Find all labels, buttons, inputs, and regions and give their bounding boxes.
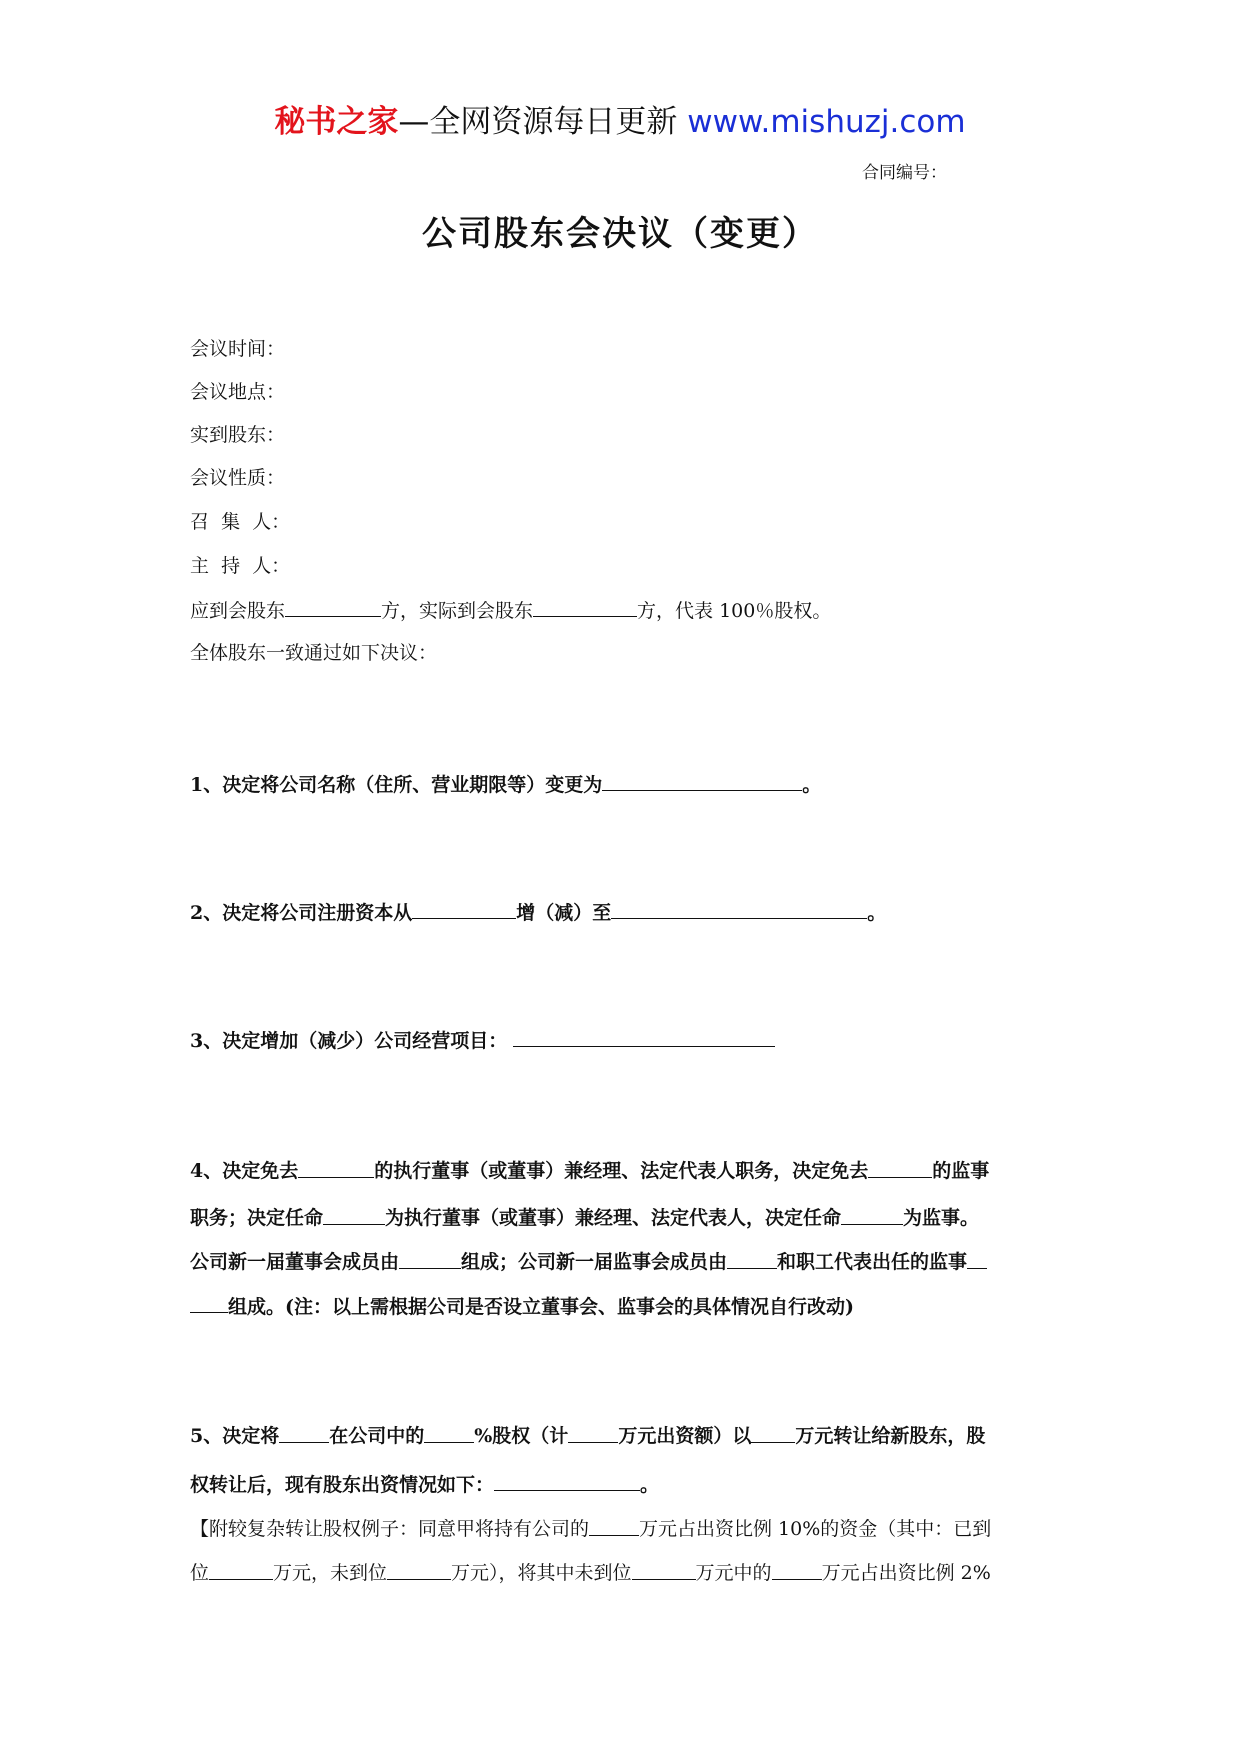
example-text-2b: 万元，未到位 — [273, 1562, 388, 1584]
resolution-4-line-3 — [190, 1248, 1060, 1276]
resolution-4-text-2c: 为监事。 — [903, 1207, 980, 1229]
resolution-5-text-1e: 万元转让给新股东，股 — [795, 1425, 986, 1447]
example-line-1 — [190, 1515, 1060, 1543]
attendance-text-3: 方，代表 100％股权。 — [637, 600, 832, 622]
expected-shareholders-blank[interactable] — [285, 596, 381, 617]
capital-amount-blank[interactable] — [568, 1422, 618, 1443]
contract-number-label: 合同编号： — [862, 163, 947, 183]
resolution-5-text-1d: 万元出资额）以 — [618, 1425, 752, 1447]
paid-amount-blank[interactable] — [209, 1559, 273, 1580]
removed-director-blank[interactable] — [298, 1157, 374, 1178]
convener-label: 召 集 人： — [190, 511, 291, 533]
new-name-blank[interactable] — [602, 770, 802, 791]
example-text-1a: 【附较复杂转让股权例子：同意甲将持有公司的 — [190, 1518, 590, 1540]
resolution-1-text: 1、决定将公司名称（住所、营业期限等）变更为 — [190, 774, 603, 796]
attending-shareholders-label: 实到股东： — [190, 424, 286, 446]
example-text-2e: 万元占出资比例 2% — [821, 1562, 991, 1584]
capital-to-blank[interactable] — [611, 898, 867, 919]
resolution-5-text-1c: %股权（计 — [474, 1425, 569, 1447]
resolution-5-text-1b: 在公司中的 — [329, 1425, 425, 1447]
example-text-2d: 万元中的 — [695, 1562, 772, 1584]
unanimous-statement: 全体股东一致通过如下决议： — [190, 642, 438, 664]
resolution-3-text: 3、决定增加（减少）公司经营项目： — [190, 1030, 508, 1052]
resolution-4-text-2b: 为执行董事（或董事）兼经理、法定代表人，决定任命 — [385, 1207, 842, 1229]
attendance-text-2: 方，实际到会股东 — [381, 600, 534, 622]
resolution-5-line-1 — [190, 1422, 1060, 1450]
resolution-5-text-2a: 权转让后，现有股东出资情况如下： — [190, 1474, 495, 1496]
resolution-1 — [190, 770, 821, 799]
business-scope-blank[interactable] — [513, 1026, 775, 1047]
meeting-time-label: 会议时间： — [190, 338, 286, 360]
example-text-2a: 位 — [190, 1562, 210, 1584]
board-members-blank[interactable] — [399, 1248, 461, 1269]
resolution-5-text-2b: 。 — [640, 1474, 660, 1496]
resolution-2-text-2: 增（减）至 — [516, 902, 612, 924]
site-banner — [0, 100, 1240, 144]
transfer-price-blank[interactable] — [751, 1422, 795, 1443]
example-amount-blank[interactable] — [589, 1515, 639, 1536]
resolution-5-text-1a: 5、决定将 — [190, 1425, 280, 1447]
resolution-3 — [190, 1026, 775, 1055]
resolution-2-end: 。 — [867, 902, 887, 924]
resolution-4-text-3a: 公司新一届董事会成员由 — [190, 1251, 400, 1273]
appointed-supervisor-blank[interactable] — [841, 1204, 903, 1225]
actual-shareholders-blank[interactable] — [533, 596, 637, 617]
resolution-4-text-3c: 和职工代表出任的监事 — [777, 1251, 968, 1273]
resolution-4-line-1 — [190, 1157, 1060, 1185]
meeting-nature-label: 会议性质： — [190, 467, 286, 489]
site-url-link[interactable]: www.mishuzj.com — [687, 104, 966, 140]
resolution-4-text-4a: 组成。(注：以上需根据公司是否设立董事会、监事会的具体情况自行改动) — [228, 1296, 854, 1318]
resolution-1-end: 。 — [802, 774, 822, 796]
resolution-4-line-4 — [190, 1292, 854, 1321]
capital-from-blank[interactable] — [412, 898, 516, 919]
unpaid-portion-blank[interactable] — [632, 1559, 696, 1580]
attendance-text-1: 应到会股东 — [190, 600, 286, 622]
transfer-portion-blank[interactable] — [772, 1559, 822, 1580]
attendance-line — [190, 596, 831, 625]
resolution-2-text-1: 2、决定将公司注册资本从 — [190, 902, 413, 924]
removed-supervisor-blank[interactable] — [868, 1157, 932, 1178]
unpaid-amount-blank[interactable] — [387, 1559, 451, 1580]
resolution-4-text-1b: 的执行董事（或董事）兼经理、法定代表人职务，决定免去 — [374, 1160, 869, 1182]
employee-supervisor-blank-start[interactable] — [967, 1248, 987, 1269]
host-label: 主 持 人： — [190, 555, 291, 577]
employee-supervisor-blank-end[interactable] — [190, 1292, 228, 1313]
example-line-2 — [190, 1559, 1060, 1587]
resolution-2 — [190, 898, 886, 927]
resolution-5-line-2 — [190, 1470, 659, 1499]
banner-tagline: —全网资源每日更新 — [398, 104, 688, 140]
meeting-place-label: 会议地点： — [190, 381, 286, 403]
resolution-4-text-1a: 4、决定免去 — [190, 1160, 299, 1182]
transferor-blank[interactable] — [279, 1422, 329, 1443]
equity-percent-blank[interactable] — [424, 1422, 474, 1443]
brand-name: 秘书之家 — [274, 104, 399, 140]
appointed-director-blank[interactable] — [323, 1204, 385, 1225]
document-title: 公司股东会决议（变更） — [422, 214, 818, 254]
resolution-4-text-1c: 的监事 — [932, 1160, 990, 1182]
supervisory-members-blank[interactable] — [727, 1248, 777, 1269]
resolution-4-line-2 — [190, 1204, 1060, 1232]
contribution-status-blank[interactable] — [494, 1470, 640, 1491]
resolution-4-text-3b: 组成；公司新一届监事会成员由 — [461, 1251, 728, 1273]
example-text-1b: 万元占出资比例 10%的资金（其中：已到 — [639, 1518, 992, 1540]
resolution-4-text-2a: 职务；决定任命 — [190, 1207, 324, 1229]
example-text-2c: 万元），将其中未到位 — [451, 1562, 632, 1584]
